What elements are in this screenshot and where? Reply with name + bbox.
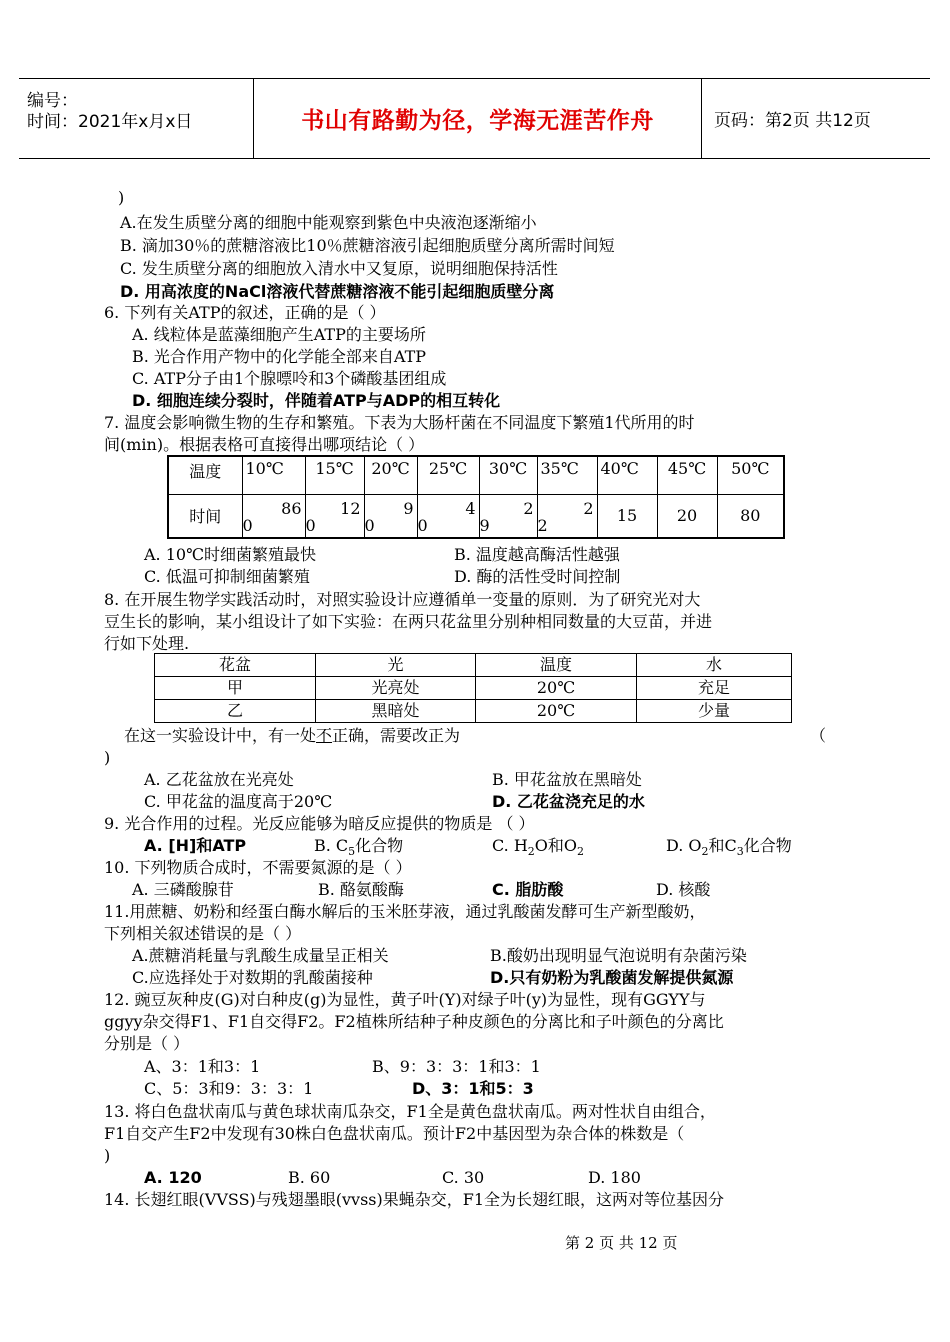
table-row [168,494,784,538]
table-cell [305,494,364,538]
cell-top: 9 [403,498,414,518]
paren-open: （ [810,726,827,745]
page-header [19,78,930,159]
table-cell: 30℃ [479,456,537,494]
page-footer: 第 2 页 共 12 页 [565,1234,678,1252]
q9-b-tail: 化合物 [355,836,404,855]
table-row [155,654,792,677]
option-line: C. 低温可抑制细菌繁殖 [144,567,310,586]
option-line: B. 光合作用产物中的化学能全部来自ATP [132,347,427,366]
option-line: D. 乙花盆浇充足的水 [492,792,645,811]
table-cell [364,494,417,538]
cell-top: 86 [281,498,302,518]
question-stem: ggyy杂交得F1、F1自交得F2。F2植株所结种子种皮颜色的分离比和子叶颜色的分离比 [104,1012,724,1031]
option-line: B. 甲花盆放在黑暗处 [492,770,642,789]
q9-d-sub: 2 [701,845,709,859]
q9-c-sub2: 2 [577,845,585,859]
option-line: A. 10℃时细菌繁殖最快 [144,545,316,564]
motto-text: 书山有路勤为径，学海无涯苦作舟 [301,108,654,134]
option-line: C. 甲花盆的温度高于20℃ [144,792,333,811]
table-cell: 25℃ [417,456,479,494]
cell-bottom: 2 [537,515,548,535]
table-row [168,456,784,494]
q9-d-tail: 化合物 [743,836,792,855]
q9-d-mid: 和C [708,836,737,855]
cell-bottom: 0 [305,515,316,535]
question-stem [124,726,460,746]
time-label: 时间：2021年x月x日 [27,112,193,132]
option-line: B. 温度越高酶活性越强 [454,545,620,564]
text-line: D. 用高浓度的NaCl溶液代替蔗糖溶液不能引起细胞质壁分离 [120,282,555,301]
cell-top: 2 [583,498,594,518]
cell-bottom: 0 [364,515,375,535]
option-line: A. [H]和ATP [144,836,247,855]
question-stem: 9. 光合作用的过程。光反应能够为暗反应提供的物质是 （ ） [104,814,535,833]
option-line: A.蔗糖消耗量与乳酸生成量呈正相关 [132,946,389,965]
table-cell: 40℃ [597,456,657,494]
table-header: 水 [637,654,792,677]
number-label: 编号： [27,91,78,111]
q9-d: D. O [666,836,702,855]
option-line: A. 线粒体是蓝藻细胞产生ATP的主要场所 [132,325,426,344]
q9-c: C. H [492,836,528,855]
q9-b: B. C [314,836,349,855]
option-line: C. ATP分子由1个腺嘌呤和3个磷酸基团组成 [132,369,447,388]
table-cell: 光亮处 [316,677,476,700]
table-cell: 20℃ [476,677,637,700]
option-line: C、5：3和9：3：3：1 [144,1079,314,1098]
cell-top: 4 [465,498,476,518]
cell-top: 12 [340,498,361,518]
option-line: D. 180 [588,1168,641,1187]
cell-bottom: 9 [479,515,490,535]
question-stem: 12. 豌豆灰种皮(G)对白种皮(g)为显性，黄子叶(Y)对绿子叶(y)为显性，现有GGYY与 [104,990,706,1009]
question-stem: 分别是（ ） [104,1034,190,1053]
option-line [492,836,584,862]
text-line: B. 滴加30％的蔗糖溶液比10％蔗糖溶液引起细胞质壁分离所需时间短 [120,236,615,255]
question-stem: F1自交产生F2中发现有30株白色盘状南瓜。预计F2中基因型为杂合体的株数是（ [104,1124,685,1143]
cell-bottom: 0 [417,515,428,535]
option-line: C.应选择处于对数期的乳酸菌接种 [132,968,373,987]
option-line: A、3：1和3：1 [144,1057,261,1076]
q8b-prefix: 在这一实验设计中，有一处 [124,726,317,745]
paren-close: ) [104,748,111,767]
q9-b-sub: 5 [348,845,356,859]
option-line: D. 核酸 [656,880,711,899]
table-header: 温度 [476,654,637,677]
question-stem: 豆生长的影响，某小组设计了如下实验：在两只花盆里分别种相同数量的大豆苗，并进 [104,612,713,631]
question-stem: 10. 下列物质合成时，不需要氮源的是（ ） [104,858,412,877]
table-cell: 45℃ [657,456,717,494]
q8b-suffix: 正确，需要改正为 [332,726,461,745]
option-line: D. 酶的活性受时间控制 [454,567,621,586]
question-stem: 11.用蔗糖、奶粉和经蛋白酶水解后的玉米胚芽液，通过乳酸菌发酵可生产新型酸奶， [104,902,706,921]
option-line: D、3：1和5：3 [412,1079,534,1098]
q9-c-mid: O和O [534,836,578,855]
option-line: A. 乙花盆放在光亮处 [144,770,294,789]
text-line: A.在发生质壁分离的细胞中能观察到紫色中央液泡逐渐缩小 [120,213,537,232]
option-line: A. 120 [144,1168,202,1187]
question-stem: 间(min)。根据表格可直接得出哪项结论（ ） [104,435,425,454]
question-stem: 行如下处理. [104,634,190,653]
q9-c-sub: 2 [527,845,535,859]
option-line: B.酸奶出现明显气泡说明有杂菌污染 [490,946,747,965]
cell-top: 2 [523,498,534,518]
table-header: 光 [316,654,476,677]
table-cell: 少量 [637,700,792,723]
table-cell: 温度 [168,456,242,494]
question-stem: 下列相关叙述错误的是（ ） [104,924,302,943]
text-line: ) [118,188,125,207]
option-line: D.只有奶粉为乳酸菌发解提供氮源 [490,968,734,987]
table-row [155,677,792,700]
cell-bottom: 0 [242,515,253,535]
table-cell: 充足 [637,677,792,700]
option-line: C. 30 [442,1168,485,1187]
question-stem: 7. 温度会影响微生物的生存和繁殖。下表为大肠杆菌在不同温度下繁殖1代所用的时 [104,413,695,432]
page-number-label: 页码：第2页 共12页 [714,111,871,131]
table-cell: 80 [717,494,784,538]
table-cell: 35℃ [537,456,597,494]
text-line: C. 发生质壁分离的细胞放入清水中又复原，说明细胞保持活性 [120,259,558,278]
pot-table [154,653,792,723]
table-cell [537,494,597,538]
table-cell [479,494,537,538]
header-page-cell [702,79,930,158]
table-cell: 20℃ [476,700,637,723]
table-cell: 20℃ [364,456,417,494]
question-stem: ) [104,1146,111,1165]
option-line: B、9：3：3：1和3：1 [372,1057,541,1076]
table-cell: 时间 [168,494,242,538]
option-line: B. 酪氨酸酶 [318,880,404,899]
table-cell: 乙 [155,700,316,723]
q9-d-sub2: 3 [736,845,744,859]
table-cell: 10℃ [242,456,305,494]
table-cell: 15 [597,494,657,538]
q8b-underlined: 不 [316,726,333,745]
option-line: C. 脂肪酸 [492,880,564,899]
table-header: 花盆 [155,654,316,677]
question-stem: 8. 在开展生物学实践活动时，对照实验设计应遵循单一变量的原则．为了研究光对大 [104,590,701,609]
table-cell: 50℃ [717,456,784,494]
option-line: B. 60 [288,1168,331,1187]
option-line: D. 细胞连续分裂时，伴随着ATP与ADP的相互转化 [132,391,501,410]
table-cell: 20 [657,494,717,538]
header-motto-cell [254,79,702,158]
option-line: A. 三磷酸腺苷 [132,880,234,899]
question-stem: 6. 下列有关ATP的叙述，正确的是（ ） [104,303,386,322]
table-cell: 15℃ [305,456,364,494]
table-cell: 甲 [155,677,316,700]
table-row [155,700,792,723]
option-line [666,836,792,862]
table-cell [242,494,305,538]
temperature-table [167,455,785,539]
header-left-cell [19,79,254,158]
table-cell: 黑暗处 [316,700,476,723]
table-cell [417,494,479,538]
question-stem: 13. 将白色盘状南瓜与黄色球状南瓜杂交，F1全是黄色盘状南瓜。两对性状自由组合， [104,1102,716,1121]
question-stem: 14. 长翅红眼(VVSS)与残翅墨眼(vvss)果蝇杂交，F1全为长翅红眼，这两对等位基因分 [104,1190,725,1209]
